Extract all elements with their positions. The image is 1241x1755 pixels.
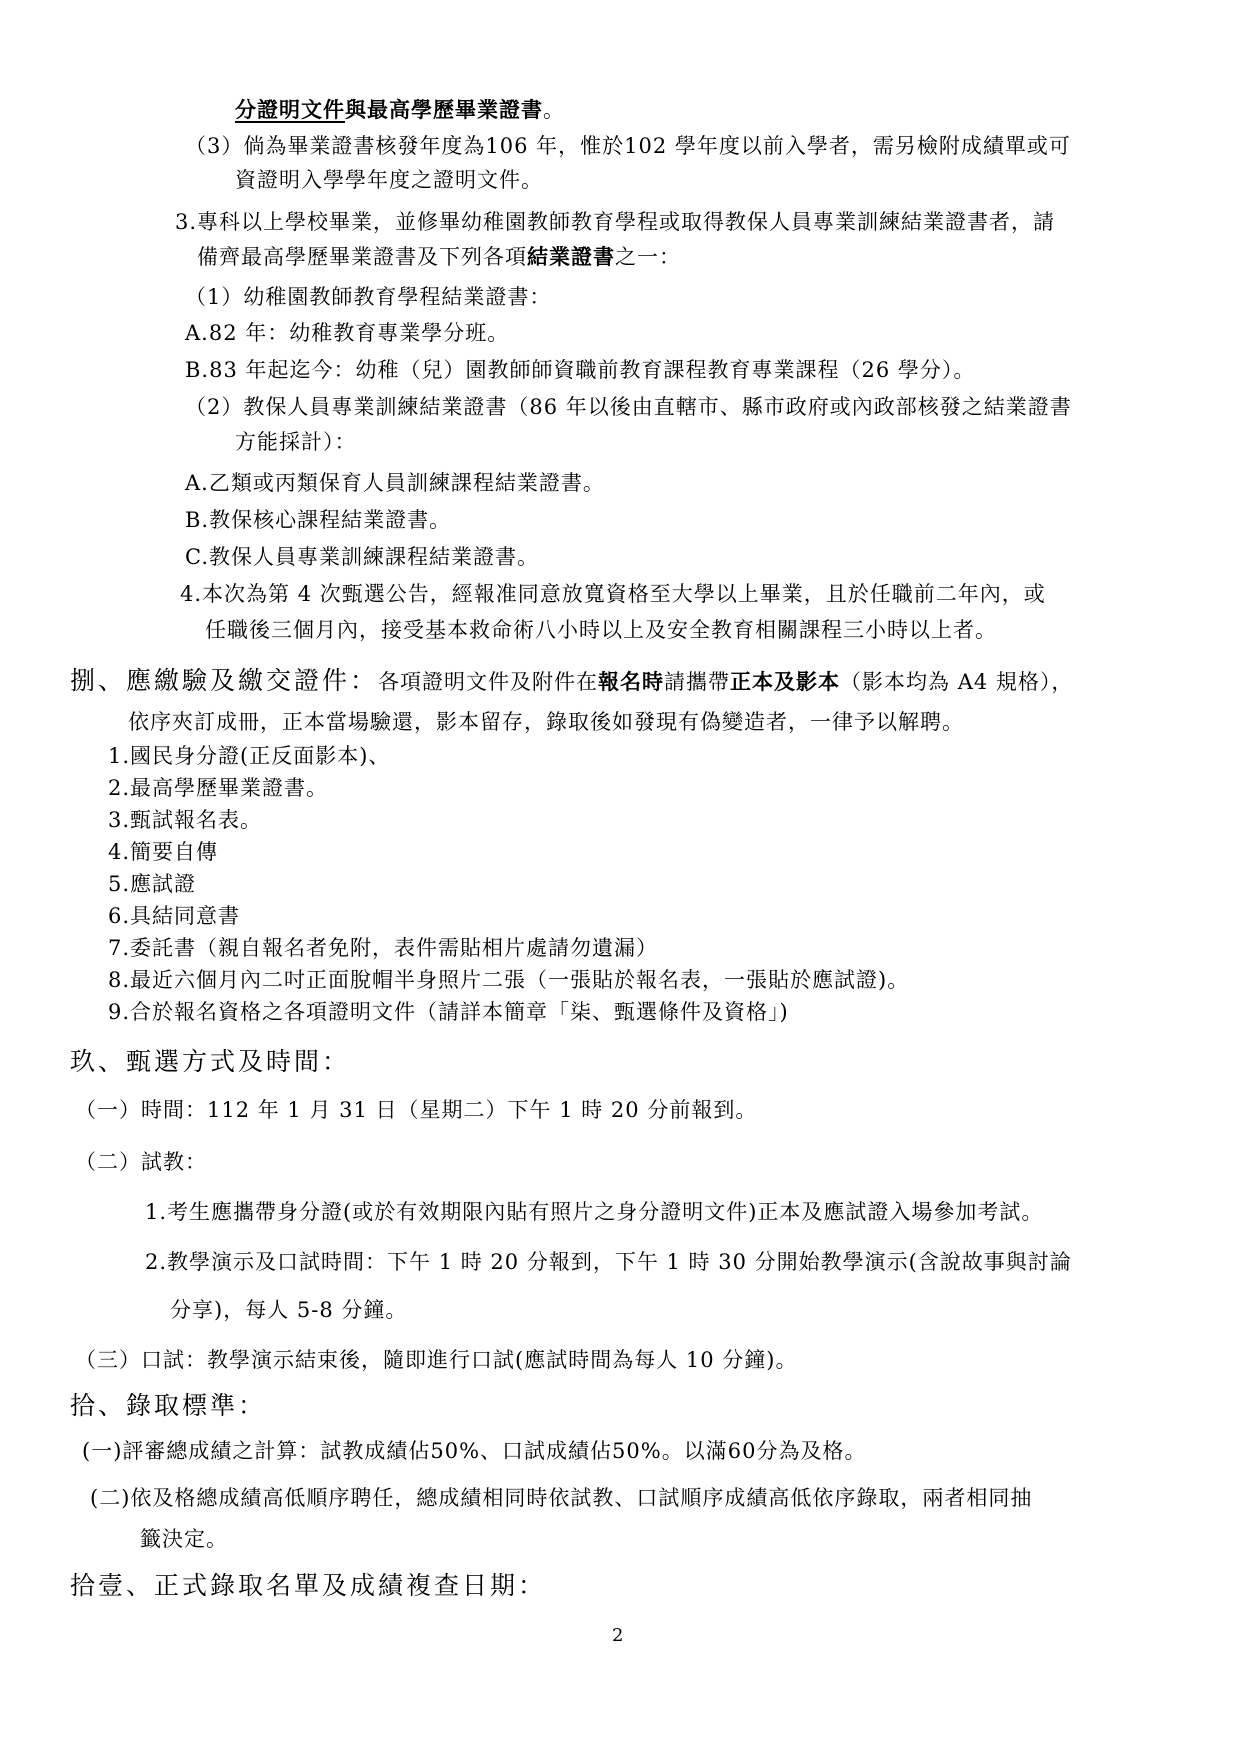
list-item: 9.合於報名資格之各項證明文件（請詳本簡章「柒、甄選條件及資格」) [108,1000,789,1024]
section-10-teach: （二）試教： [75,1150,207,1174]
sub-1: （1）幼稚園教師教育學程結業證書： [185,285,552,309]
item-4-line-1: 4.本次為第 4 次甄選公告，經報准同意放寬資格至大學以上畢業，且於任職前二年內，或 [180,582,1046,606]
bold-text: 與最高學歷畢業證書 [345,97,543,122]
section-11-heading: 拾、錄取標準： [70,1391,267,1420]
bold-text: 結業證書 [527,244,615,269]
item-3-line-2: 資證明入學學年度之證明文件。 [235,168,543,192]
section-9-intro-line-2: 依序夾訂成冊，正本當場驗還，影本留存，錄取後如發現有偽變造者，一律予以解聘。 [128,710,964,734]
sub-2-line-2: 方能採計）： [235,430,357,454]
bold-text: 正本及影本 [730,669,841,694]
list-item: 5.應試證 [108,872,197,896]
text: 各項證明文件及附件在 [378,670,599,694]
list-item: 4.簡要自傳 [108,840,219,864]
section-11-item-2-line-2: 籤決定。 [140,1527,228,1551]
section-11-item-2-line-1: (二)依及格總成績高低順序聘任，總成績相同時依試教、口試順序成績高低依序錄取，兩者相同抽 [90,1486,1033,1510]
text: 請攜帶 [664,670,731,694]
sub-2-a: A.乙類或丙類保育人員訓練課程結業證書。 [185,471,605,495]
list-item: 1.國民身分證(正反面影本)、 [108,744,391,768]
item-4-line-2: 任職後三個月內，接受基本救命術八小時以上及安全教育相關課程三小時以上者。 [205,618,997,642]
section-11-item-1: (一)評審總成績之計算：試教成績佔50%、口試成績佔50%。以滿60分為及格。 [82,1439,867,1463]
list-item: 2.最高學歷畢業證書。 [108,776,329,800]
section-10-heading: 玖、甄選方式及時間： [70,1047,351,1076]
text: 備齊最高學歷畢業證書及下列各項 [197,245,527,269]
sub-2-b: B.教保核心課程結業證書。 [185,508,452,532]
section-10-teach-1: 1.考生應攜帶身分證(或於有效期限內貼有照片之身分證明文件)正本及應試證入場參加考試。 [145,1200,1044,1224]
item-3b-line-2 [197,243,681,271]
item-3-line-1: （3）倘為畢業證書核發年度為106 年，惟於102 學年度以前入學者，需另檢附成績單或可 [185,134,1071,158]
period: 。 [543,98,565,122]
text: 之一： [615,245,681,269]
list-item: 8.最近六個月內二吋正面脫帽半身照片二張（一張貼於報名表，一張貼於應試證)。 [108,968,910,992]
bold-text: 報名時 [598,669,665,694]
list-item: 6.具結同意書 [108,904,241,928]
sub-2-line-1: （2）教保人員專業訓練結業證書（86 年以後由直轄市、縣市政府或內政部核發之結業證書 [185,395,1072,419]
sub-1-b: B.83 年起迄今：幼稚（兒）園教師師資職前教育課程教育專業課程（26 學分）。 [185,358,976,382]
section-12-heading: 拾壹、正式錄取名單及成績複查日期： [70,1571,547,1600]
section-10-teach-2-line-1: 2.教學演示及口試時間：下午 1 時 20 分報到，下午 1 時 30 分開始教學演示(含說故事與討論 [145,1250,1072,1274]
item-3b-line-1: 3.專科以上學校畢業，並修畢幼稚園教師教育學程或取得教保人員專業訓練結業證書者，請 [175,210,1056,234]
section-9-heading-line [70,665,1073,697]
page-number: 2 [612,1625,624,1646]
underlined-text: 分證明文件 [235,97,345,122]
sub-1-a: A.82 年：幼稚教育專業學分班。 [185,321,510,345]
section-10-oral: （三）口試：教學演示結束後，隨即進行口試(應試時間為每人 10 分鐘)。 [75,1348,798,1372]
section-heading: 捌、應繳驗及繳交證件： [70,666,379,695]
text: （影本均為 A4 規格）， [840,670,1074,694]
section-10-teach-2-line-2: 分享)，每人 5-8 分鐘。 [170,1298,408,1322]
sub-2-c: C.教保人員專業訓練課程結業證書。 [185,545,539,569]
list-item: 3.甄試報名表。 [108,808,263,832]
cont-text [235,96,565,124]
list-item: 7.委託書（親自報名者免附，表件需貼相片處請勿遺漏） [108,936,659,960]
section-10-time: （一）時間：112 年 1 月 31 日（星期二）下午 1 時 20 分前報到。 [75,1098,758,1122]
